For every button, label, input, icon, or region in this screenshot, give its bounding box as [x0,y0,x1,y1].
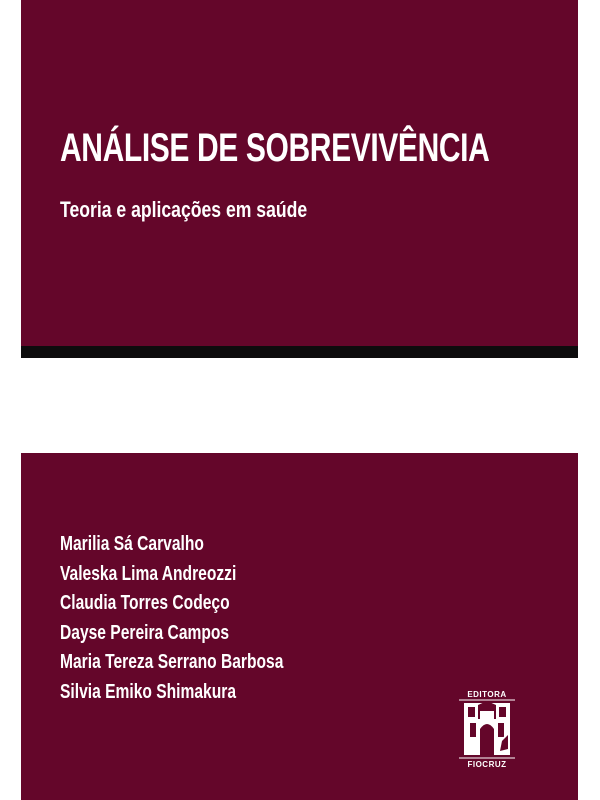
authors-panel [21,453,578,800]
author-list [60,530,346,708]
book-title: ANÁLISE DE SOBREVIVÊNCIA [60,126,490,170]
fiocruz-castle-icon [456,689,518,769]
author-name: Dayse Pereira Campos [60,621,230,644]
book-subtitle: Teoria e aplicações em saúde [60,197,308,222]
author-name: Valeska Lima Andreozzi [60,562,237,585]
publisher-top-text: EDITORA [467,690,507,699]
author-name: Marilia Sá Carvalho [60,533,204,555]
author-name: Claudia Torres Codeço [60,592,230,615]
author-name: Maria Tereza Serrano Barbosa [60,651,284,674]
publisher-bottom-text: FIOCRUZ [467,760,507,769]
title-panel [21,0,578,346]
author-name: Silvia Emiko Shimakura [60,680,237,703]
divider-bar [21,346,578,358]
